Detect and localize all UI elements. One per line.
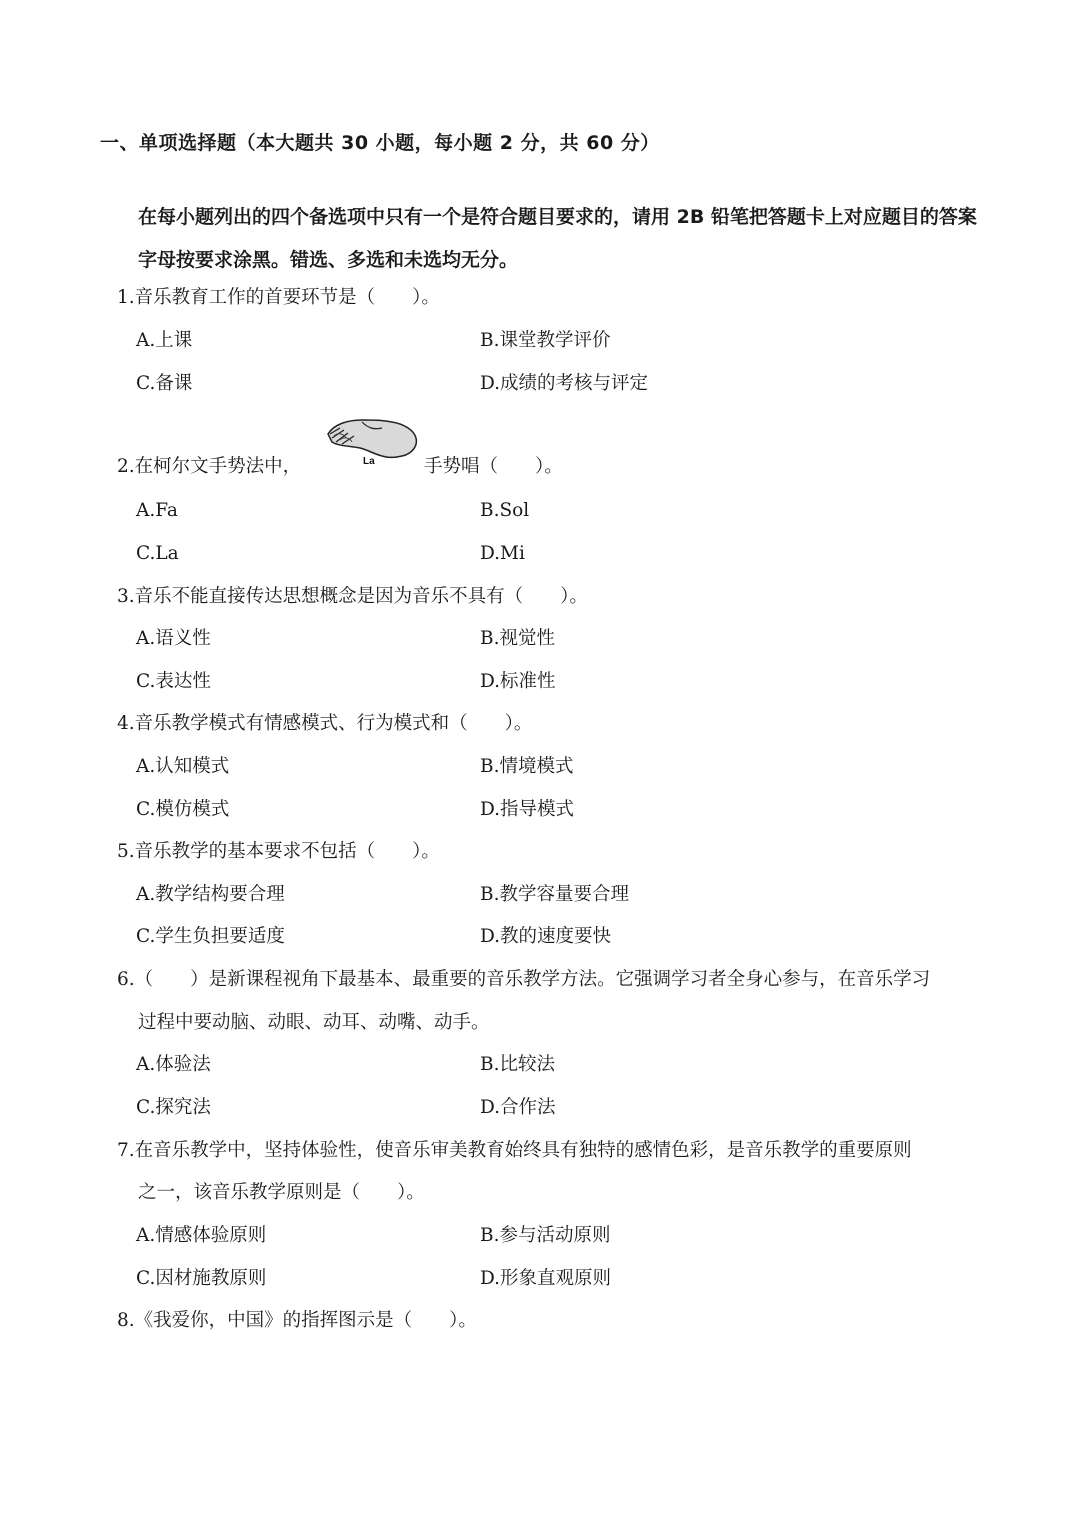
section-instruction: 在每小题列出的四个备选项中只有一个是符合题目要求的，请用 2B 铅笔把答题卡上对应题目的答案字母按要求涂黑。错选、多选和未选均无分。	[138, 206, 977, 271]
question-5-option-c: C.学生负担要适度	[136, 926, 285, 947]
question-4-option-b: B.情境模式	[480, 756, 574, 777]
question-2-option-d: D.Mi	[480, 543, 525, 564]
question-7-stem-continued: 之一，该音乐教学原则是（ ）。	[138, 1182, 425, 1203]
question-3-option-d: D.标准性	[480, 671, 556, 692]
question-6-option-b: B.比较法	[480, 1054, 555, 1075]
question-6-option-d: D.合作法	[480, 1097, 556, 1118]
hand-sign-label: La	[363, 456, 375, 467]
question-7-option-c: C.因材施教原则	[136, 1268, 267, 1289]
question-2-stem-before: 2.在柯尔文手势法中，	[117, 456, 302, 477]
question-2-option-c: C.La	[136, 543, 179, 564]
question-3-option-b: B.视觉性	[480, 628, 555, 649]
hand-sign-la-icon	[322, 414, 420, 468]
section-title: 一、单项选择题（本大题共 30 小题，每小题 2 分，共 60 分）	[100, 132, 660, 154]
question-7-option-b: B.参与活动原则	[480, 1225, 611, 1246]
question-5-option-a: A.教学结构要合理	[136, 884, 285, 905]
question-7-stem: 7.在音乐教学中，坚持体验性，使音乐审美教育始终具有独特的感情色彩，是音乐教学的重要原则	[117, 1140, 912, 1161]
question-2-option-b: B.Sol	[480, 500, 530, 521]
question-1-option-c: C.备课	[136, 373, 193, 394]
question-5-option-b: B.教学容量要合理	[480, 884, 629, 905]
question-1-option-a: A.上课	[136, 330, 193, 351]
question-4-option-c: C.模仿模式	[136, 799, 230, 820]
question-7-option-a: A.情感体验原则	[136, 1225, 267, 1246]
question-5-option-d: D.教的速度要快	[480, 926, 612, 947]
question-2-stem-after: 手势唱（ ）。	[424, 456, 563, 477]
question-1-option-d: D.成绩的考核与评定	[480, 373, 649, 394]
question-6-stem-continued: 过程中要动脑、动眼、动耳、动嘴、动手。	[138, 1012, 490, 1033]
question-5-stem: 5.音乐教学的基本要求不包括（ ）。	[117, 841, 440, 862]
question-1-option-b: B.课堂教学评价	[480, 330, 611, 351]
question-7-option-d: D.形象直观原则	[480, 1268, 612, 1289]
question-6-option-c: C.探究法	[136, 1097, 211, 1118]
question-4-option-d: D.指导模式	[480, 799, 575, 820]
question-3-stem: 3.音乐不能直接传达思想概念是因为音乐不具有（ ）。	[117, 586, 588, 607]
question-3-option-a: A.语义性	[136, 628, 211, 649]
question-4-stem: 4.音乐教学模式有情感模式、行为模式和（ ）。	[117, 713, 533, 734]
question-1-stem: 1.音乐教育工作的首要环节是（ ）。	[117, 287, 440, 308]
question-3-option-c: C.表达性	[136, 671, 211, 692]
question-6-stem: 6.（ ）是新课程视角下最基本、最重要的音乐教学方法。它强调学习者全身心参与，在音乐学习	[117, 969, 931, 990]
question-6-option-a: A.体验法	[136, 1054, 211, 1075]
question-2-option-a: A.Fa	[136, 500, 178, 521]
question-4-option-a: A.认知模式	[136, 756, 230, 777]
question-8-stem: 8.《我爱你，中国》的指挥图示是（ ）。	[117, 1310, 477, 1331]
